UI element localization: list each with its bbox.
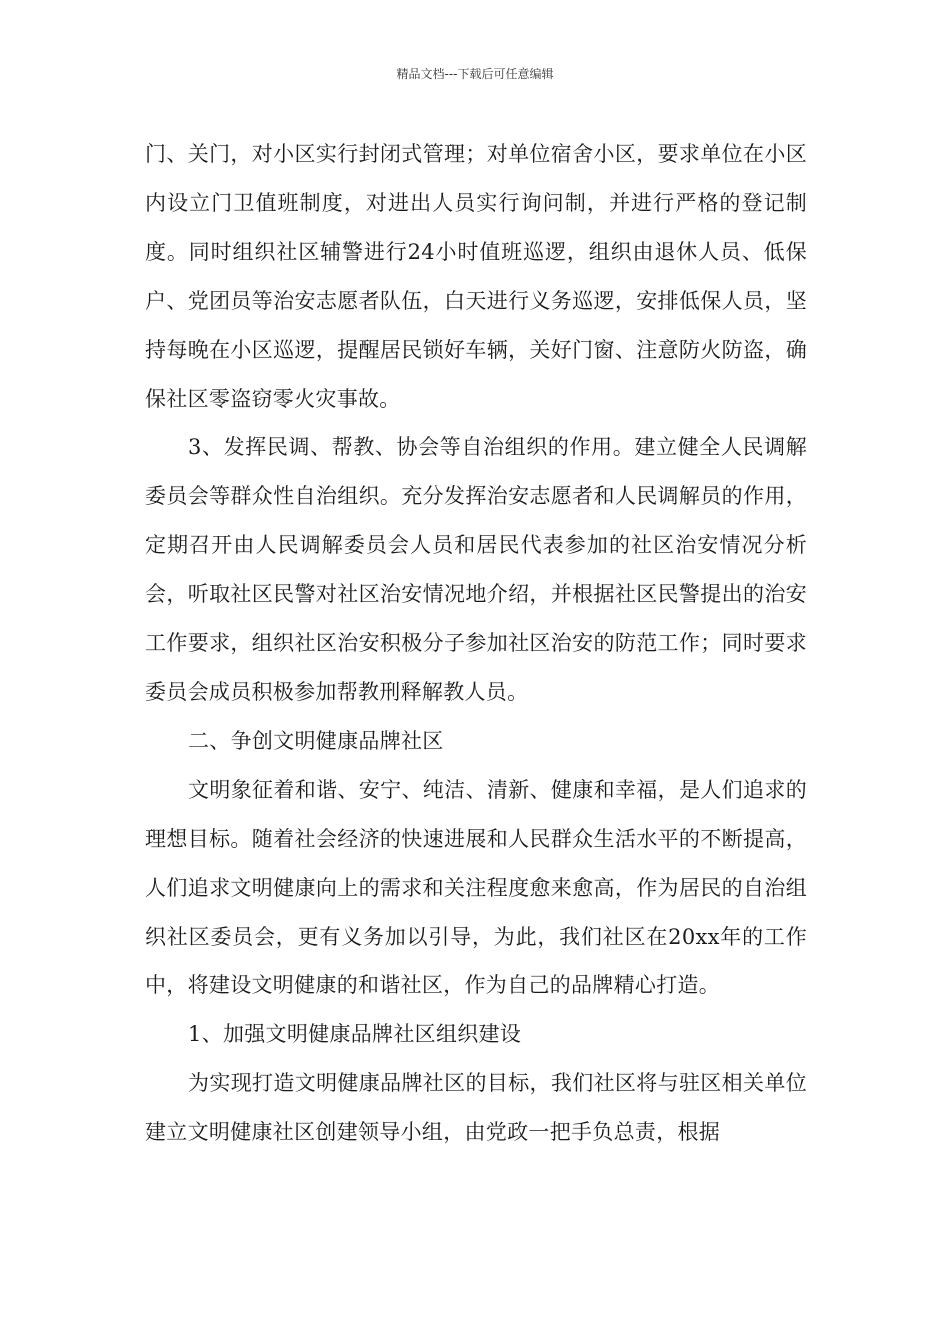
document-body bbox=[145, 130, 807, 1157]
paragraph-organization: 为实现打造文明健康品牌社区的目标，我们社区将与驻区相关单位建立文明健康社区创建领导小组，由党政一把手负总责，根据 bbox=[145, 1071, 807, 1145]
section-heading: 二、争创文明健康品牌社区 bbox=[188, 728, 444, 753]
paragraph-civilization: 文明象征着和谐、安宁、纯洁、清新、健康和幸福，是人们追求的理想目标。随着社会经济的快速进展和人民群众生活水平的不断提高，人们追求文明健康向上的需求和关注程度愈来愈高，作为居民的自治组织社区委员会，更有义务加以引导，为此，我们社区在20xx年的工作中，将建设文明健康的和谐社区，作为自己的品牌精心打造。 bbox=[145, 777, 807, 998]
page-header: 精品文档---下载后可任意编辑 bbox=[396, 67, 554, 81]
paragraph-continuation: 门、关门，对小区实行封闭式管理；对单位宿舍小区，要求单位在小区内设立门卫值班制度，对进出人员实行询问制，并进行严格的登记制度。同时组织社区辅警进行24小时值班巡逻，组织由退休人员、低保户、党团员等治安志愿者队伍，白天进行义务巡逻，安排低保人员，坚持每晚在小区巡逻，提醒居民锁好车辆，关好门窗、注意防火防盗，确保社区零盗窃零火灾事故。 bbox=[145, 142, 807, 411]
subsection-heading: 1、加强文明健康品牌社区组织建设 bbox=[188, 1022, 522, 1047]
paragraph-mediation: 3、发挥民调、帮教、协会等自治组织的作用。建立健全人民调解委员会等群众性自治组织。充分发挥治安志愿者和人民调解员的作用，定期召开由人民调解委员会人员和居民代表参加的社区治安情况分析会，听取社区民警对社区治安情况地介绍，并根据社区民警提出的治安工作要求，组织社区治安积极分子参加社区治安的防范工作；同时要求委员会成员积极参加帮教刑释解教人员。 bbox=[145, 435, 807, 704]
